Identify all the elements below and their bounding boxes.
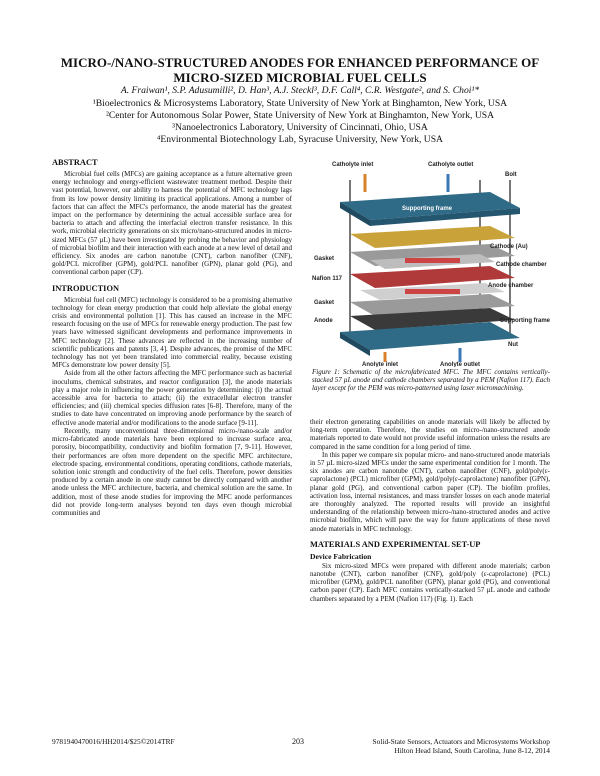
introduction-heading: INTRODUCTION xyxy=(52,283,120,293)
label-nut: Nut xyxy=(508,342,518,348)
affiliation-1: ¹Bioelectronics & Microsystems Laboratory, State University of New York at Binghamton, New York, USA xyxy=(92,98,508,109)
conference-line-2: Hilton Head Island, South Carolina, June 8-12, 2014 xyxy=(394,746,550,755)
title-line-2: MICRO-SIZED MICROBIAL FUEL CELLS xyxy=(173,70,427,85)
intro-paragraph-4: In this paper we compare six popular micro- and nano-structured anode materials in 57 µL micro-sized MFCs under the same experimental condition for 1 month. The six anodes are carbon nanotube (CNT), carbon nanofiber (CNF), gold/poly(ε-caprolactone) (PCL) microfiber (GPM), gold/poly(ε-caprolactone) nanofiber (GPN), planar gold (PG), and conventional carbon paper (CP). The biofilm profiles, activation loss, internal resistances, and mass transfer losses on each anode material are thoroughly analyzed. The reported results will provide an insightful understanding of the relationship between micro-/nano-structured anodes and active microbial biofilm, which will pave the way for future applications of these novel anode materials in MFC technology. xyxy=(310,450,550,533)
label-anode: Anode xyxy=(314,318,333,324)
cathode-chamber-slot xyxy=(405,258,460,263)
label-bolt: Bolt xyxy=(505,172,517,178)
label-cathode-chamber: Cathode chamber xyxy=(496,262,547,268)
affiliation-2: ²Center for Autonomous Solar Power, State University of New York at Binghamton, New York, USA xyxy=(105,110,495,121)
label-nafion: Nafion 117 xyxy=(312,276,343,282)
supporting-frame-bottom xyxy=(340,322,520,350)
figure-caption: Figure 1: Schematic of the microfabricated MFC. The MFC contains vertically-stacked 57 µL anode and cathode chambers separated by a PEM (Nafion 117). Each layer except for the PEM was micro-patterned using laser micromachining. xyxy=(312,368,550,393)
affiliation-3: ³Nanoelectronics Laboratory, University of Cincinnati, Ohio, USA xyxy=(172,122,428,133)
title-line-1: MICRO-/NANO-STRUCTURED ANODES FOR ENHANCED PERFORMANCE OF xyxy=(60,55,540,70)
label-anode-chamber: Anode chamber xyxy=(488,283,534,289)
author-list: A. Fraiwan¹, S.P. Adusumilli², D. Han³, A.J. Steckl³, D.F. Call⁴, C.R. Westgate², and S. Choi¹* xyxy=(120,85,480,96)
left-column xyxy=(52,158,292,517)
footer-isbn: 9781940470016/HH2014/$25©2014TRF xyxy=(52,737,175,746)
intro-paragraph-2: Aside from all the other factors affecting the MFC performance such as bacterial inoculums, chemical substrates, and reactor configuration [3], the anode materials play a major role in influencing the power generation by determining: (i) the actual accessible area for bacteria to attach; (ii) the extracellular electron transfer efficiencies; and (iii) chemical species diffusion rates [6-8]. Therefore, many of the studies to date have concentrated on improving anode performance by the search of effective anode material and/or modifications to the anode surface [9-11]. xyxy=(52,369,292,427)
anode-chamber-slot xyxy=(405,289,460,294)
device-fabrication-heading: Device Fabrication xyxy=(310,551,372,561)
intro-continued: their electron generating capabilities on anode materials will likely be affected by long-term operation. Therefore, the studies on micro-/nano-structured anode materials reported to date would not provide useful information unless the results are compared in the same condition for a long period of time. xyxy=(310,418,550,451)
page-number: 203 xyxy=(292,737,304,746)
mfc-schematic xyxy=(310,152,550,367)
methods-paragraph: Six micro-sized MFCs were prepared with different anode materials; carbon nanotube (CNT), carbon nanofiber (CNF), gold/poly (ε-caprolactone) (PCL) microfiber (GPM), gold/PCL nanofiber (GPN), planar gold (PG), and conventional carbon paper (CP). Each MFC contains vertically-stacked 57 µL anode and cathode chambers separated by a PEM (Nafion 117) (Fig. 1). Each xyxy=(310,561,550,603)
label-supporting-frame-bottom: Supporting frame xyxy=(500,318,550,324)
paper-title xyxy=(40,55,560,85)
label-anolyte-outlet: Anolyte outlet xyxy=(440,362,480,367)
methods-heading: MATERIALS AND EXPERIMENTAL SET-UP xyxy=(310,539,481,549)
abstract-text: Microbial fuel cells (MFCs) are gaining acceptance as a future alternative green energy technology and energy-efficient wastewater treatment method. Despite their vast potential, however, our ability to harness the potential of MFC technology lags from its low power density limiting its practical applications. Among a number of factors that can affect the MFC's performance, the anode material has the greatest impact on the performance by determining the actual accessible surface area for bacteria to attach and affecting the interfacial electron transfer resistance. In this work, microbial electricity generations on six micro/nano-structured anodes in micro-sized MFCs (57 µL) have been investigated by probing the behavior and physiology of microbial biofilm and their interaction with each anode at a new level of detail and efficiency. Six anodes are carbon nanotube (CNT), carbon nanofiber (CNF), gold/PCL microfiber (GPM), gold/PCL nanofiber (GPN), planar gold (PG), and conventional carbon paper (CP). xyxy=(52,170,292,277)
label-catholyte-outlet: Catholyte outlet xyxy=(428,162,474,168)
label-anolyte-inlet: Anolyte inlet xyxy=(362,362,399,367)
figure-1 xyxy=(310,152,550,367)
conference-line-1: Solid-State Sensors, Actuators and Microsystems Workshop xyxy=(372,737,550,746)
label-cathode-au: Cathode (Au) xyxy=(490,244,528,250)
intro-paragraph-1: Microbial fuel cell (MFC) technology is considered to be a promising alternative technology for clean energy production that could help alleviate the global energy crisis and environmental pollution [1]. This has caused an increase in the MFC research focusing on the use of MFCs for renewable energy production. The past few years have witnessed significant developments and performance improvements in MFC technology [2]. These advances are reflected in the increasing number of scientific publications and patents [3, 4]. Despite advances, the promise of the MFC technology has not yet been translated into commercial reality, because existing MFCs demonstrate low power density [5]. xyxy=(52,295,292,370)
label-gasket-2: Gasket xyxy=(314,300,335,306)
abstract-heading: ABSTRACT xyxy=(52,158,98,167)
footer-conference xyxy=(330,737,550,755)
label-supporting-frame-top: Supporting frame xyxy=(402,206,453,212)
right-column xyxy=(310,418,550,603)
label-catholyte-inlet: Catholyte inlet xyxy=(332,162,374,168)
label-gasket-1: Gasket xyxy=(314,256,335,262)
intro-paragraph-3: Recently, many unconventional three-dimensional micro-/nano-scale and/or micro-fabricated anode materials have been explored to increase surface area, porosity, biocompatibility, conductivity and biofilm formation [7, 9-11]. However, their performances are often more dependent on the specific MFC architecture, electrode spacing, environmental conditions, operating conditions, cathode materials, solution ionic strength and conductivity of the fuel cells. Therefore, power densities produced by a certain anode in one study cannot be directly compared with another anode unless the MFC architecture, bacteria, and chemical solution are the same. In addition, most of these anode studies for improving the MFC anode performances did not provide long-term analyses beyond ten days even though microbial communities and xyxy=(52,426,292,517)
affiliation-4: ⁴Environmental Biotechnology Lab, Syracuse University, New York, USA xyxy=(157,134,443,145)
